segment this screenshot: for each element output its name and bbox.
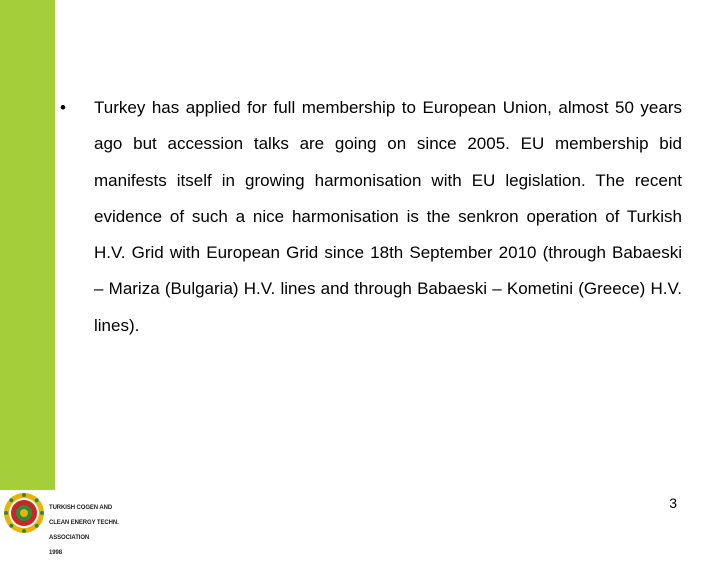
association-name-line: TURKISH COGEN AND — [49, 504, 113, 511]
bullet-text: Turkey has applied for full membership to European Union, almost 50 years ago but accession talks are going on since 2005. EU membership bid manifests itself in growing harmonisation with EU legislation. The recent evidence of such a nice harmonisation is the senkron operation of Turkish H.V. Grid with European Grid since 18th September 2010 (through Babaeski – Mariza (Bulgaria) H.V. lines and through Babaeski – Kometini (Greece) H.V. lines). — [94, 98, 682, 335]
left-accent-bar — [0, 0, 55, 490]
association-name — [49, 497, 119, 565]
page-number: 3 — [669, 495, 677, 511]
bullet-marker: • — [60, 98, 66, 117]
association-logo-icon — [2, 491, 46, 535]
association-name-line: CLEAN ENERGY TECHN. — [49, 519, 119, 526]
association-name-line: ASSOCIATION — [49, 534, 90, 541]
association-year: 1998 — [49, 549, 62, 556]
bullet-item — [60, 90, 682, 344]
